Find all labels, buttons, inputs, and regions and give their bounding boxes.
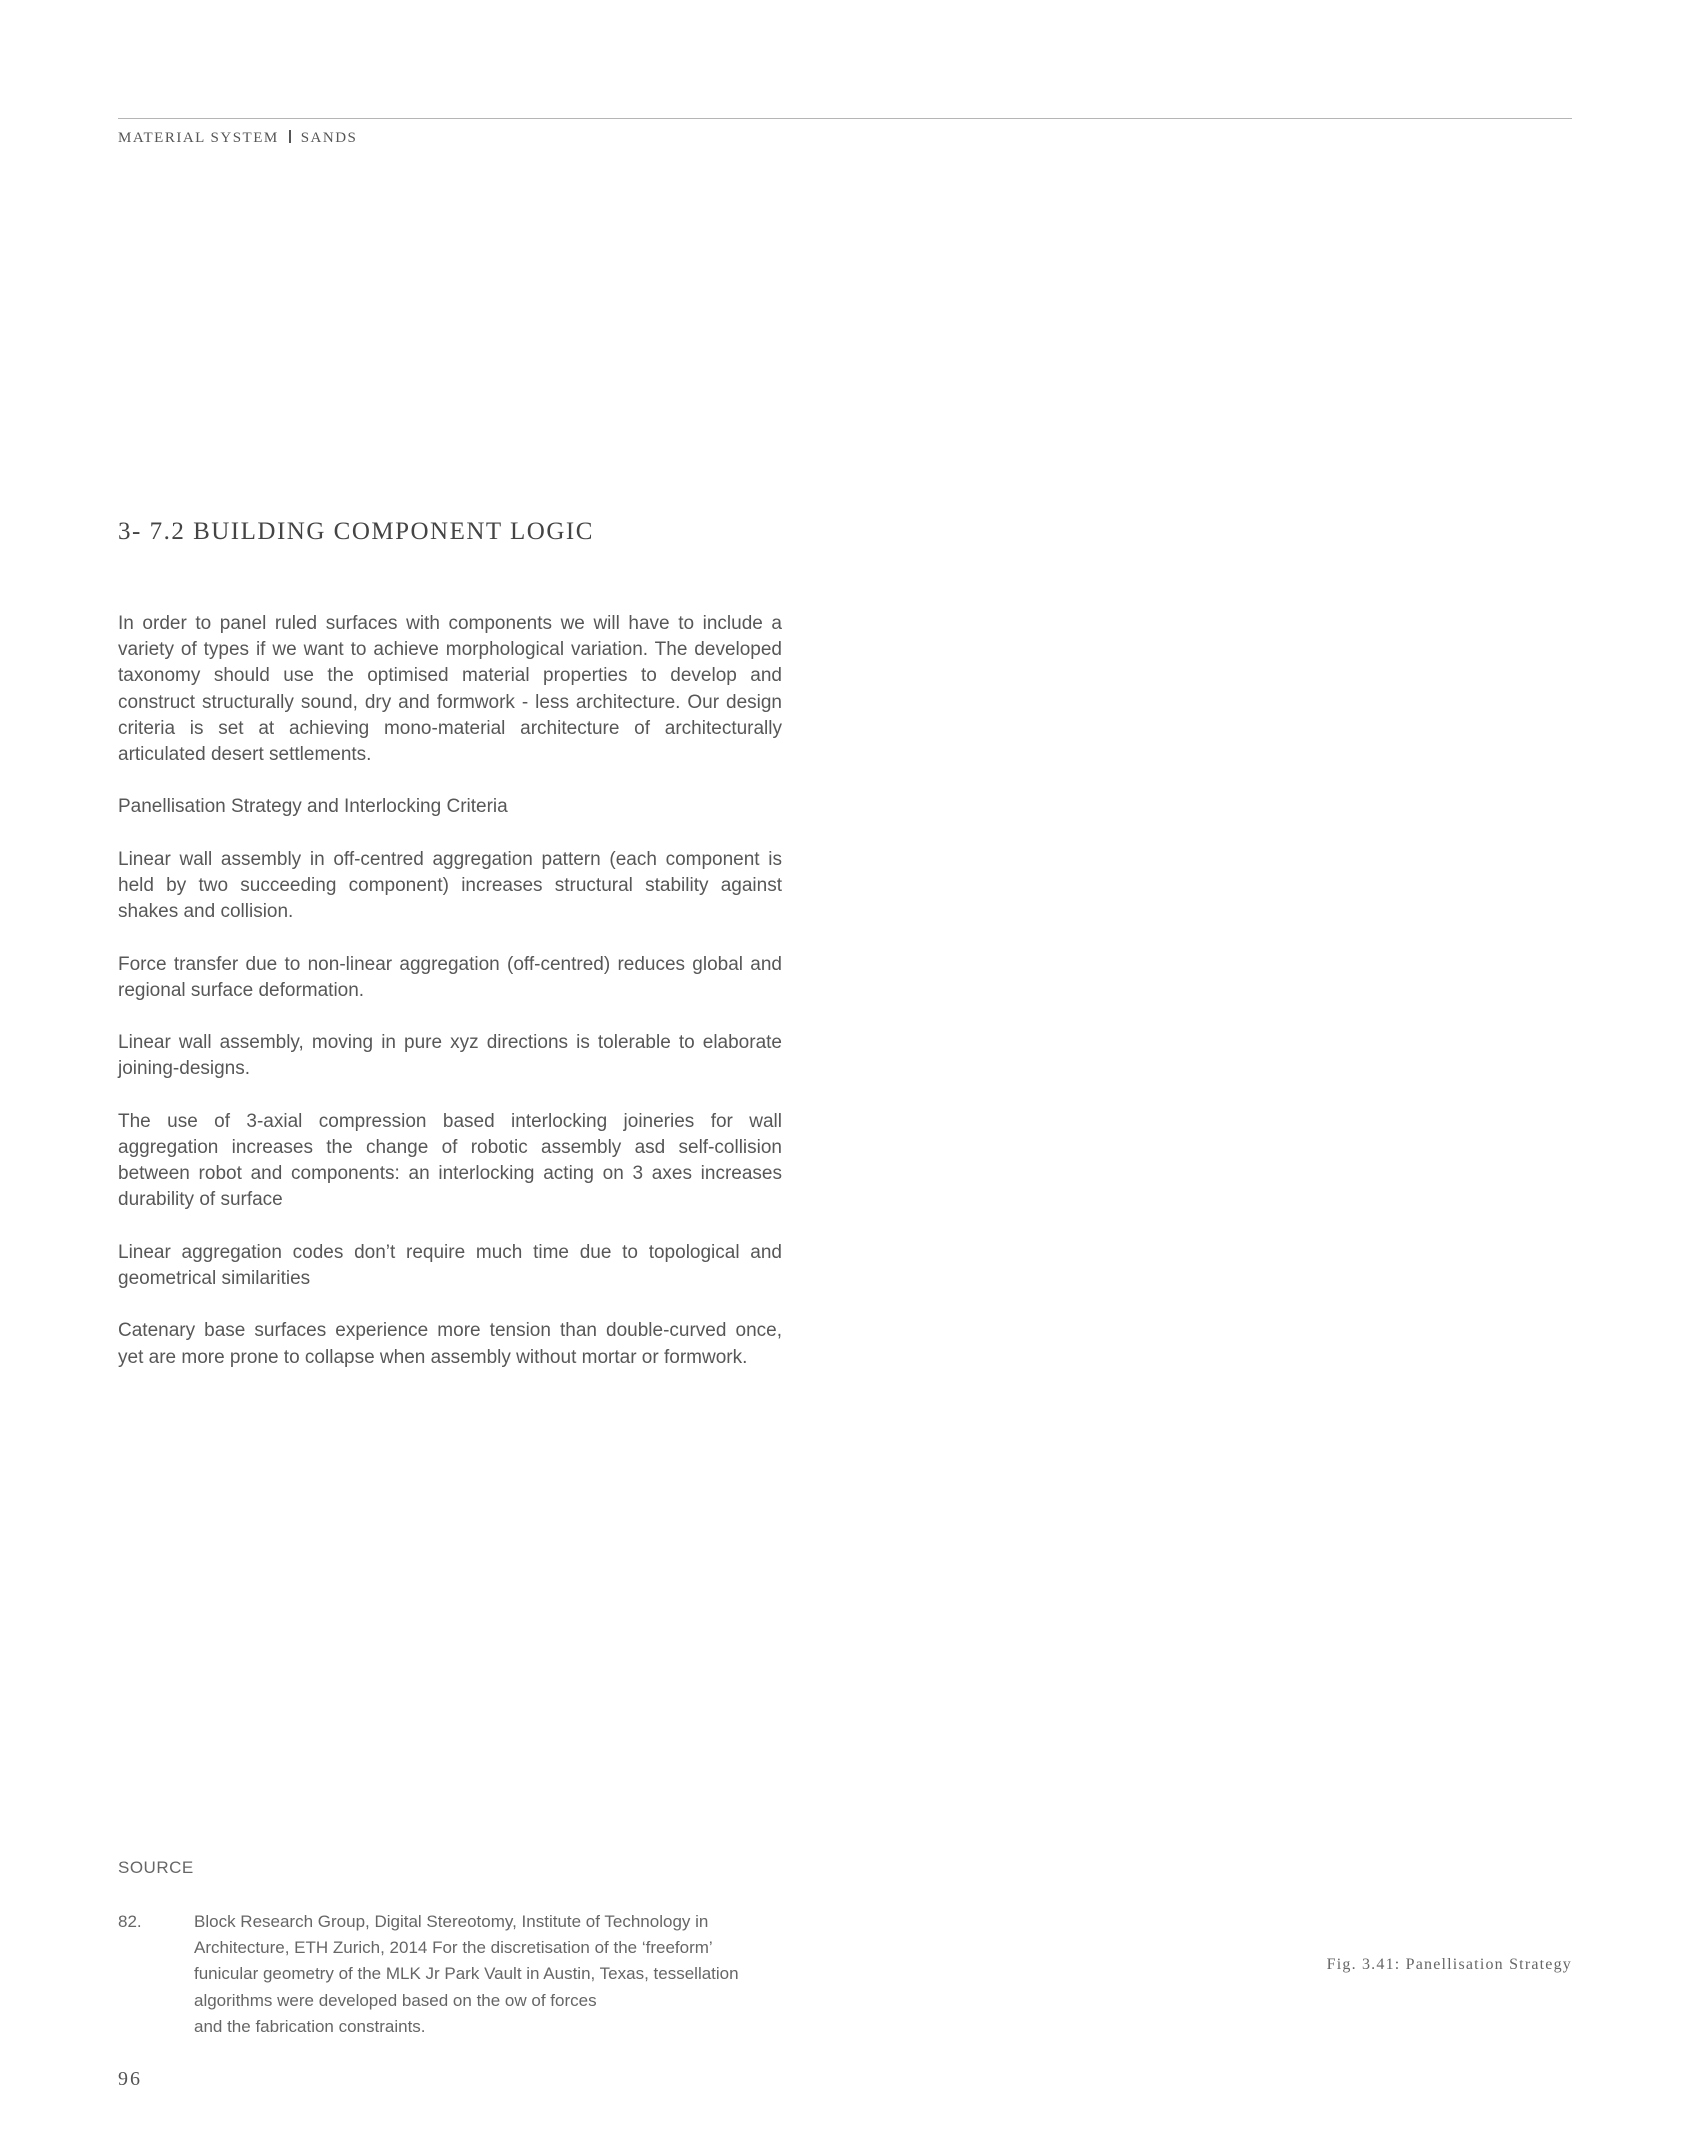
footnote-text [194, 1909, 782, 2040]
paragraph-criterion: Linear aggregation codes don’t require much time due to topological and geometrical similarities [118, 1241, 782, 1289]
header-separator [289, 130, 291, 143]
paragraph-criterion: The use of 3-axial compression based interlocking joineries for wall aggregation increases the change of robotic assembly asd self-collision between robot and components: an interlocking acting on 3 axes increases durability of surface [118, 1110, 782, 1211]
running-header [118, 130, 357, 147]
footnote-line: funicular geometry of the MLK Jr Park Vault in Austin, Texas, tessellation [194, 1964, 739, 1984]
footnote-line: Block Research Group, Digital Stereotomy, Institute of Technology in [194, 1912, 709, 1931]
paragraph-criterion: Catenary base surfaces experience more tension than double-curved once, yet are more prone to collapse when assembly without mortar or formwork. [118, 1320, 782, 1368]
page-number: 96 [118, 2068, 142, 2090]
section-heading: 3- 7.2 BUILDING COMPONENT LOGIC [118, 518, 594, 545]
footnote-number: 82. [118, 1912, 142, 1931]
figure-caption: Fig. 3.41: Panellisation Strategy [1326, 1956, 1572, 1973]
footnote-line: Architecture, ETH Zurich, 2014 For the discretisation of the ‘freeform’ [194, 1938, 713, 1958]
footnote-line: algorithms were developed based on the ow of forces [194, 1990, 597, 2010]
paragraph-criterion: Force transfer due to non-linear aggregation (off-centred) reduces global and regional surface deformation. [118, 953, 782, 1001]
footnote-line: and the fabrication constraints. [194, 2016, 426, 2036]
paragraph-criterion: Linear wall assembly in off-centred aggregation pattern (each component is held by two succeeding component) increases structural stability against shakes and collision. [118, 848, 782, 923]
paragraph-subheading: Panellisation Strategy and Interlocking Criteria [118, 796, 508, 818]
running-header-section: MATERIAL SYSTEM [118, 130, 279, 146]
paragraph-criterion: Linear wall assembly, moving in pure xyz directions is tolerable to elaborate joining-designs. [118, 1032, 782, 1080]
footnote [118, 1909, 782, 2040]
source-label: SOURCE [118, 1858, 194, 1877]
header-rule [118, 118, 1572, 119]
paragraph-intro: In order to panel ruled surfaces with components we will have to include a variety of types if we want to achieve morphological variation. The developed taxonomy should use the optimised material properties to develop and construct structurally sound, dry and formwork - less architecture. Our design criteria is set at achieving mono-material architecture of architecturally articulated desert settlements. [118, 613, 782, 766]
running-header-chapter: SANDS [300, 130, 358, 146]
body-text [118, 611, 782, 1371]
